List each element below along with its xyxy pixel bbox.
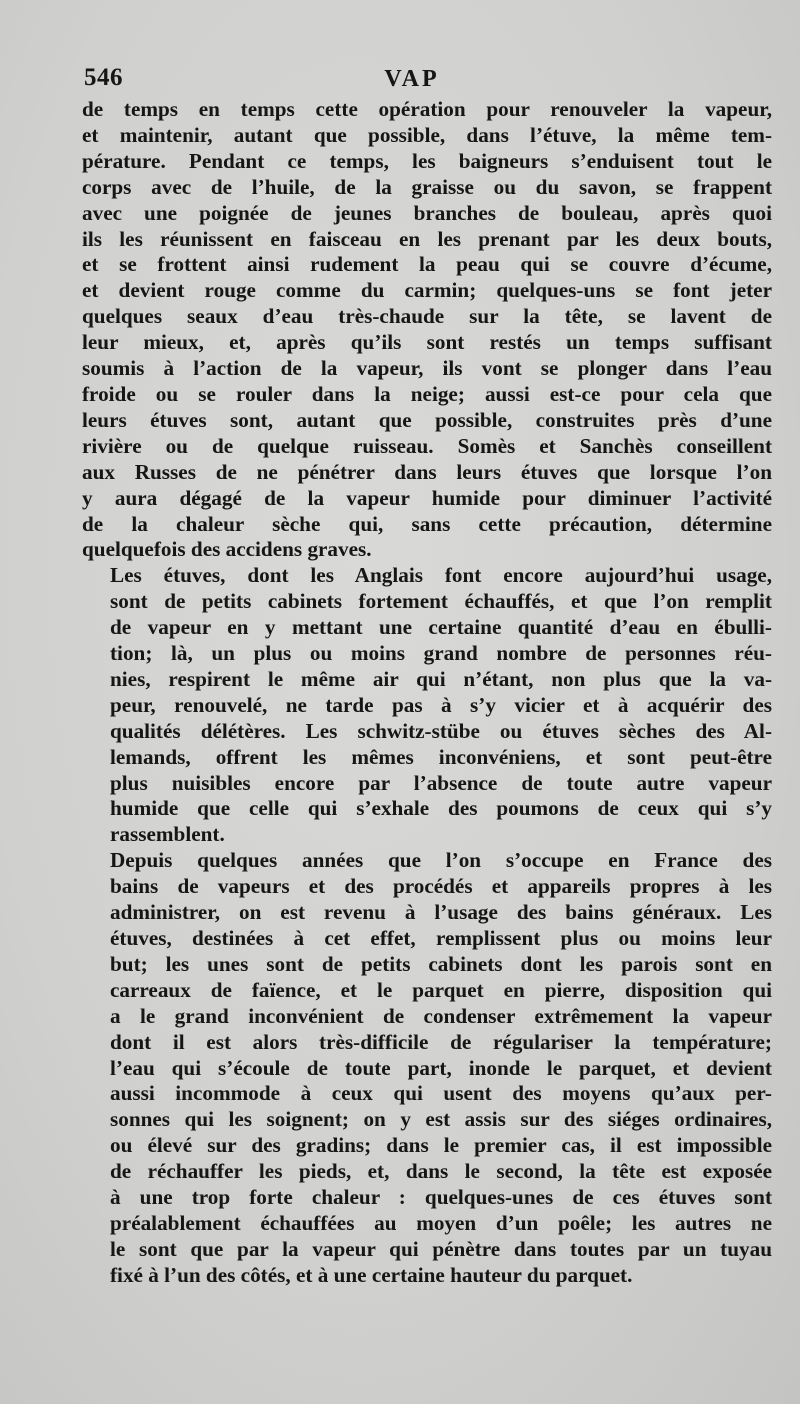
text-line: étuves, destinées à cet effet, remplissent plus ou moins leur: [110, 926, 772, 950]
text-line: Depuis quelques années que l’on s’occupe en France des: [110, 848, 772, 873]
text-line: de la chaleur sèche qui, sans cette précaution, détermine: [82, 511, 772, 536]
text-line: et devient rouge comme du carmin; quelques-uns se font jeter: [82, 278, 772, 303]
text-line: but; les unes sont de petits cabinets dont les parois sont en: [110, 951, 772, 976]
text-line: de réchauffer les pieds, et, dans le second, la tête est exposée: [110, 1159, 772, 1184]
text-line: leur mieux, et, après qu’ils sont restés un temps suffisant: [82, 330, 772, 355]
text-line: carreaux de faïence, et le parquet en pierre, disposition qui: [110, 977, 772, 1002]
text-line: de temps en temps cette opération pour renouveler la vapeur,: [82, 97, 772, 121]
text-line: fixé à l’un des côtés, et à une certaine hauteur du parquet.: [110, 1262, 633, 1287]
text-line: sonnes qui les soignent; on y est assis sur des siéges ordinaires,: [110, 1107, 772, 1132]
text-line: froide ou se rouler dans la neige; aussi est-ce pour cela que: [82, 381, 772, 406]
text-line: humide que celle qui s’exhale des poumons de ceux qui s’y: [110, 796, 772, 821]
text-line: plus nuisibles encore par l’absence de toute autre vapeur: [110, 770, 772, 795]
text-line: qualités délétères. Les schwitz-stübe ou étuves sèches des Al-: [110, 718, 772, 743]
text-line: administrer, on est revenu à l’usage des bains généraux. Les: [110, 900, 772, 925]
text-line: ils les réunissent en faisceau en les prenant par les deux bouts,: [82, 226, 772, 251]
text-line: sont de petits cabinets fortement échauffés, et que l’on remplit: [110, 589, 772, 614]
running-head: VAP: [384, 66, 440, 92]
paragraph-1: [82, 97, 772, 563]
text-line: rivière ou de quelque ruisseau. Somès et Sanchès conseillent: [82, 433, 772, 458]
body-text: [82, 97, 772, 1289]
paragraph-3: [82, 848, 772, 1288]
text-line: aussi incommode à ceux qui usent des moyens qu’aux per-: [110, 1081, 772, 1106]
text-line: a le grand inconvénient de condenser extrêmement la vapeur: [110, 1003, 772, 1028]
text-line: y aura dégagé de la vapeur humide pour diminuer l’activité: [82, 485, 772, 510]
text-line: peur, renouvelé, ne tarde pas à s’y vicier et à acquérir des: [110, 692, 772, 717]
text-line: quelquefois des accidens graves.: [82, 537, 372, 562]
text-line: nies, respirent le même air qui n’étant, non plus que la va-: [110, 666, 772, 691]
text-line: Les étuves, dont les Anglais font encore aujourd’hui usage,: [110, 563, 772, 588]
text-line: et maintenir, autant que possible, dans l’étuve, la même tem-: [82, 122, 772, 147]
text-line: l’eau qui s’écoule de toute part, inonde le parquet, et devient: [110, 1055, 772, 1080]
text-line: aux Russes de ne pénétrer dans leurs étuves que lorsque l’on: [82, 459, 772, 484]
text-line: et se frottent ainsi rudement la peau qui se couvre d’écume,: [82, 252, 772, 277]
text-line: de vapeur en y mettant une certaine quantité d’eau en ébulli-: [110, 615, 772, 640]
text-line: préalablement échauffées au moyen d’un poêle; les autres ne: [110, 1210, 772, 1235]
text-line: leurs étuves sont, autant que possible, construites près d’une: [82, 407, 772, 432]
text-line: quelques seaux d’eau très-chaude sur la tête, se lavent de: [82, 304, 772, 329]
page-number: 546: [84, 64, 123, 91]
text-line: soumis à l’action de la vapeur, ils vont se plonger dans l’eau: [82, 356, 772, 381]
text-line: tion; là, un plus ou moins grand nombre de personnes réu-: [110, 641, 772, 666]
text-line: avec une poignée de jeunes branches de bouleau, après quoi: [82, 200, 772, 225]
text-line: lemands, offrent les mêmes inconvéniens, et sont peut-être: [110, 744, 772, 769]
paragraph-2: [82, 563, 772, 848]
text-line: ou élevé sur des gradins; dans le premier cas, il est impossible: [110, 1133, 772, 1158]
text-line: à une trop forte chaleur : quelques-unes de ces étuves sont: [110, 1185, 772, 1210]
page-header: [84, 58, 740, 98]
text-line: dont il est alors très-difficile de régulariser la température;: [110, 1029, 772, 1054]
text-line: corps avec de l’huile, de la graisse ou du savon, se frappent: [82, 174, 772, 199]
text-line: bains de vapeurs et des procédés et appareils propres à les: [110, 874, 772, 899]
text-line: le sont que par la vapeur qui pénètre dans toutes par un tuyau: [110, 1236, 772, 1261]
text-line: pérature. Pendant ce temps, les baigneurs s’enduisent tout le: [82, 148, 772, 173]
text-line: rassemblent.: [110, 822, 225, 847]
